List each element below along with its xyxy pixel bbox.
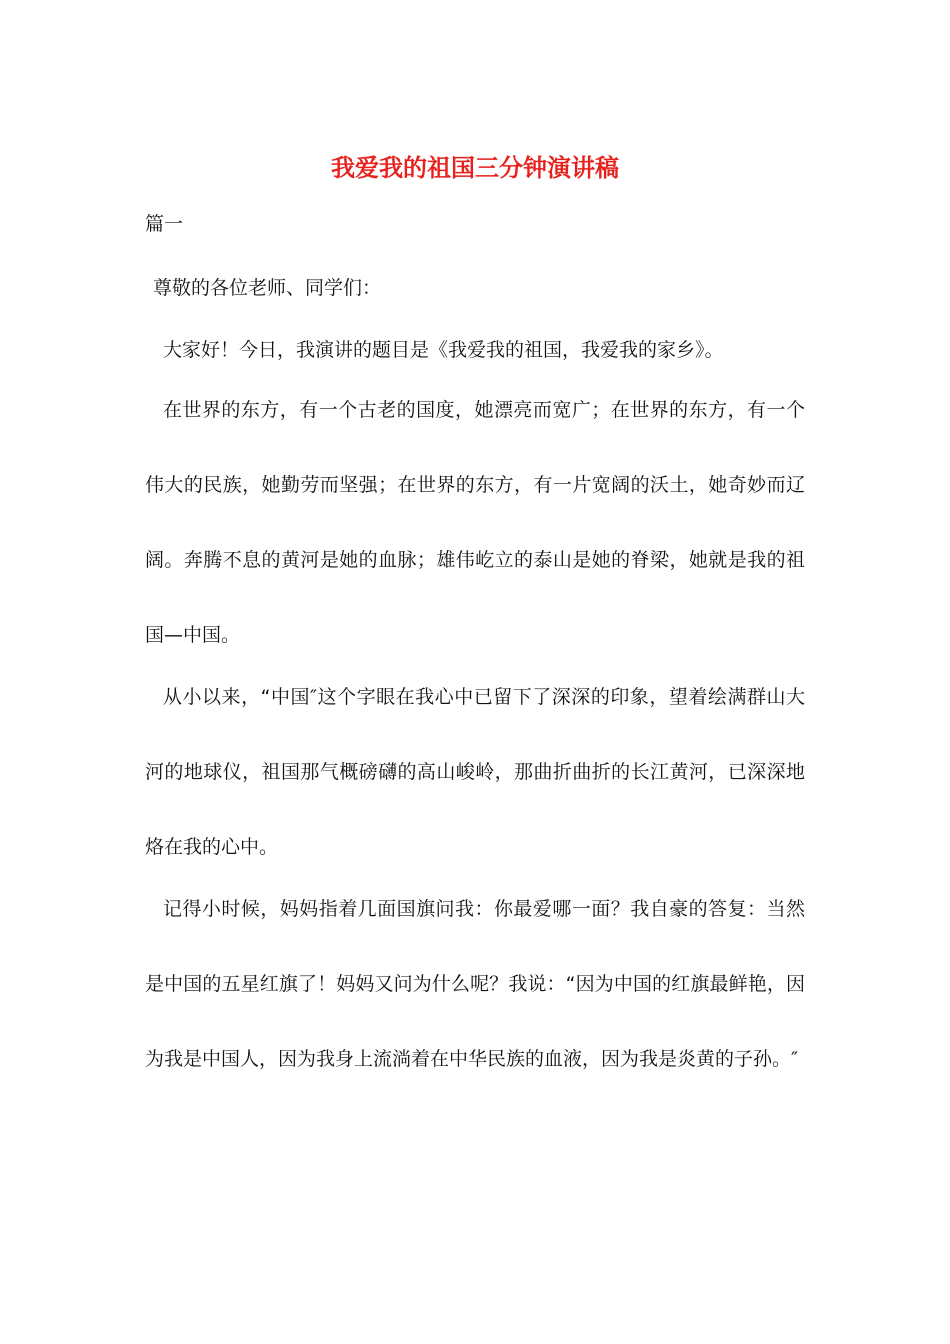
section-label: 篇一 — [145, 213, 184, 235]
paragraph: 从小以来，“中国″这个字眼在我心中已留下了深深的印象，望着绘满群山大河的地球仪，祖国那气概磅礴的高山峻岭，那曲折曲折的长江黄河，已深深地烙在我的心中。 — [145, 686, 805, 858]
paragraph: 在世界的东方，有一个古老的国度，她漂亮而宽广；在世界的东方，有一个伟大的民族，她勤劳而坚强；在世界的东方，有一片宽阔的沃土，她奇妙而辽阔。奔腾不息的黄河是她的血脉；雄伟屹立的泰山是她的脊梁，她就是我的祖国—中国。 — [145, 399, 805, 646]
salutation: 尊敬的各位老师、同学们： — [153, 277, 382, 299]
paragraph: 记得小时候，妈妈指着几面国旗问我：你最爱哪一面？我自豪的答复：当然是中国的五星红旗了！妈妈又问为什么呢？我说：“因为中国的红旗最鲜艳，因为我是中国人，因为我身上流淌着在中华民族的血液，因为我是炎黄的子孙。″ — [145, 898, 805, 1070]
document-title: 我爱我的祖国三分钟演讲稿 — [331, 153, 619, 182]
greeting: 大家好！今日，我演讲的题目是《我爱我的祖国，我爱我的家乡》。 — [163, 339, 724, 361]
